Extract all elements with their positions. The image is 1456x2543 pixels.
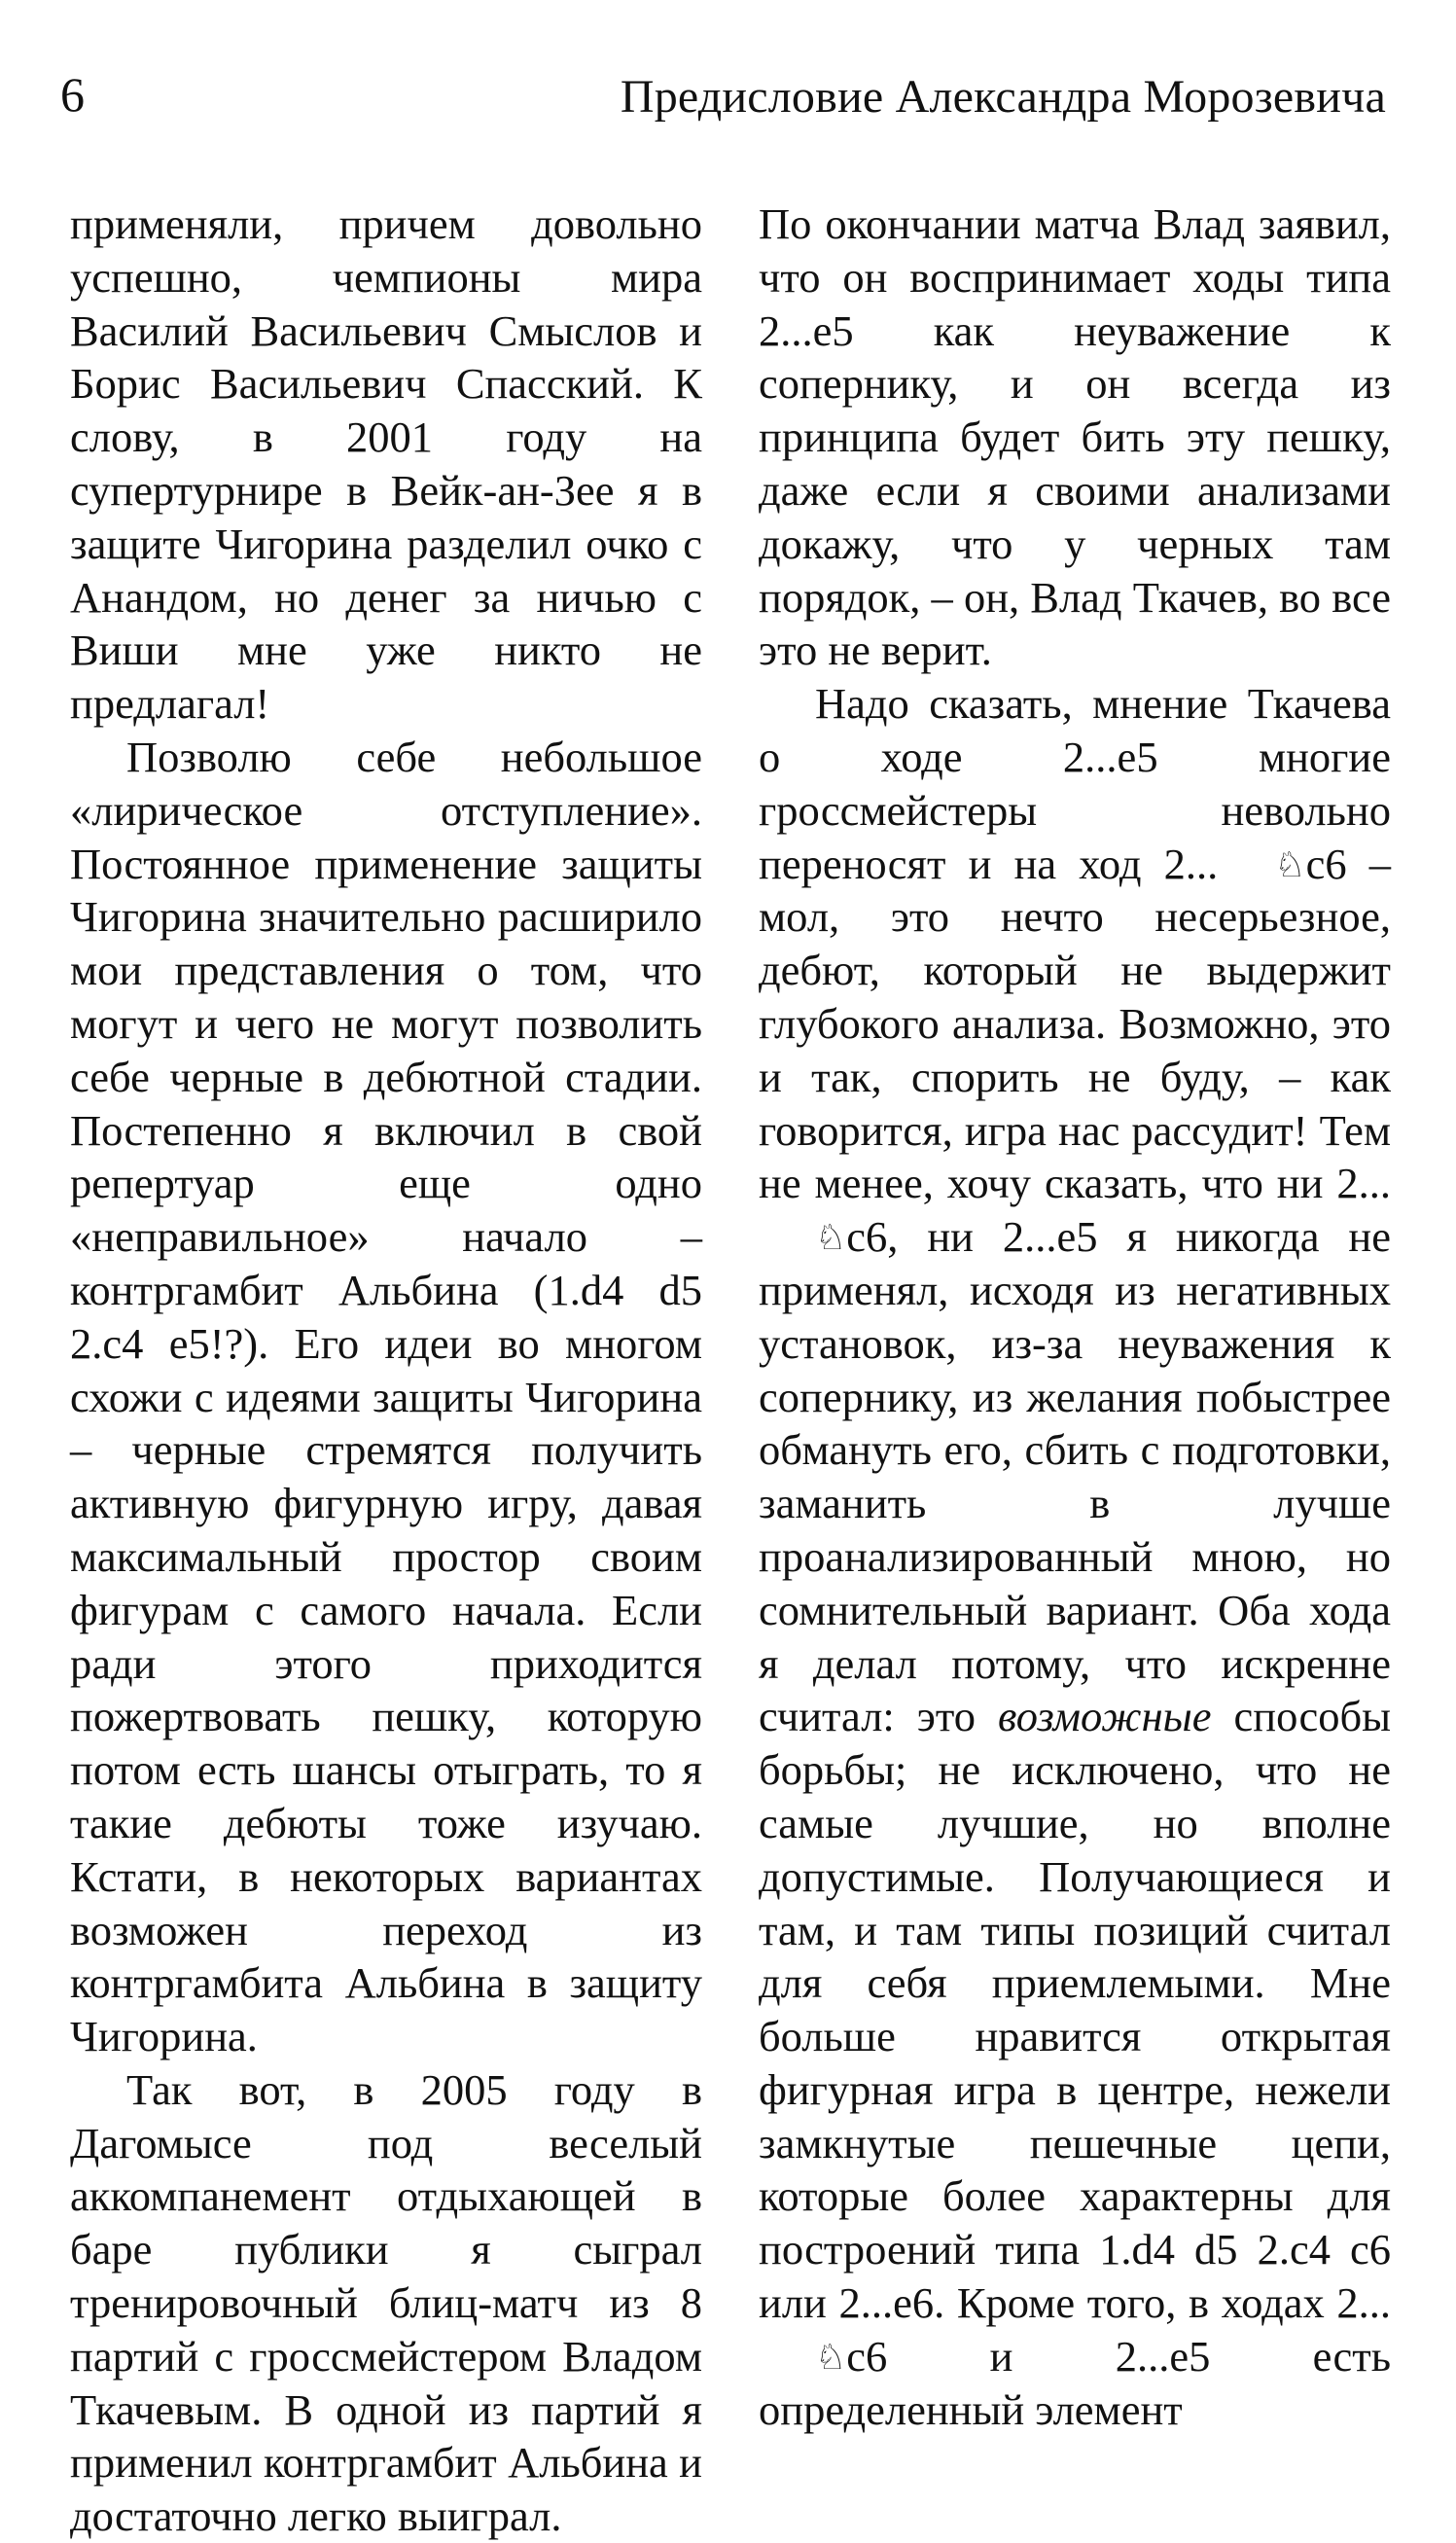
left-column xyxy=(70,197,702,2543)
knight-icon: ♘ xyxy=(815,1218,847,1259)
page-number: 6 xyxy=(60,67,85,122)
knight-icon: ♘ xyxy=(815,2338,847,2379)
text-segment: способы борьбы; не исключено, что не самые лучшие, но вполне допустимые. Получающиеся и там, и там типы позиций считал для себя приемлемыми. Мне больше нравится открытая фигурная игра в центре, нежели замкнутые пешечные цепи, которые более характерны для построений типа 1.d4 d5 2.c4 c6 или 2...e6. Кроме того, в ходах 2... xyxy=(759,1692,1392,2328)
paragraph-tkachev-statement: По окончании матча Влад заявил, что он воспринимает ходы типа 2...e5 как неуважение к сопернику, и он всегда из принципа будет бить эту пешку, даже если я своими анализами докажу, что у черных там порядок, – он, Влад Ткачев, во все это не верит. xyxy=(759,199,1391,675)
right-column xyxy=(759,197,1391,2436)
text-segment: c6, ни 2...e5 я никогда не применял, исходя из негативных установок, из-за неуважения к сопернику, из желания побыстрее обмануть его, сбить с подготовки, заманить в лучше проанализированный мною, но сомнительный вариант. Оба хода я делал потому, что искренне считал: это xyxy=(759,1212,1391,1741)
italic-emphasis: возможные xyxy=(997,1692,1212,1741)
text-segment: c6 и 2...e5 есть определенный элемент xyxy=(759,2331,1391,2434)
paragraph-opinion xyxy=(759,677,1391,2436)
text-segment: Надо сказать, мнение Ткачева о ходе 2...e5 многие гроссмейстеры невольно переносят и на ход 2... xyxy=(759,679,1391,888)
running-head: Предисловие Александра Морозевича xyxy=(620,71,1386,123)
knight-icon: ♘ xyxy=(1274,844,1306,885)
text-segment: c6 – мол, это нечто несерьезное, дебют, который не выдержит глубокого анализа. Возможно, это и так, спорить не буду, – как говорится, игра нас рассудит! Тем не менее, хочу сказать, что ни 2... xyxy=(759,839,1391,1208)
paragraph-lyrical-digression: Позволю себе небольшое «лирическое отступление». Постоянное применение защиты Чигорина значительно расширило мои представления о том, что могут и чего не могут позволить себе черные в дебютной стадии. Постепенно я включил в свой репертуар еще одно «неправильное» начало – контргамбит Альбина (1.d4 d5 2.c4 e5!?). Его идеи во многом схожи с идеями защиты Чигорина – черные стремятся получить активную фигурную игру, давая максимальный простор своим фигурам с самого начала. Если ради этого приходится пожертвовать пешку, которую потом есть шансы отыграть, то я такие дебюты тоже изучаю. Кстати, в некоторых вариантах возможен переход из контргамбита Альбина в защиту Чигорина. xyxy=(70,732,702,2061)
paragraph-dagomys-match: Так вот, в 2005 году в Дагомысе под веселый аккомпанемент отдыхающей в баре публики я сыграл тренировочный блиц-матч из 8 партий с гроссмейстером Владом Ткачевым. В одной из партий я применил контргамбит Альбина и достаточно легко выиграл. xyxy=(70,2064,702,2541)
paragraph-continued: применяли, причем довольно успешно, чемпионы мира Василий Васильевич Смыслов и Борис Васильевич Спасский. К слову, в 2001 году на супертурнире в Вейк-ан-Зее я в защите Чигорина разделил очко с Анандом, но денег за ничью с Виши мне уже никто не предлагал! xyxy=(70,199,702,729)
